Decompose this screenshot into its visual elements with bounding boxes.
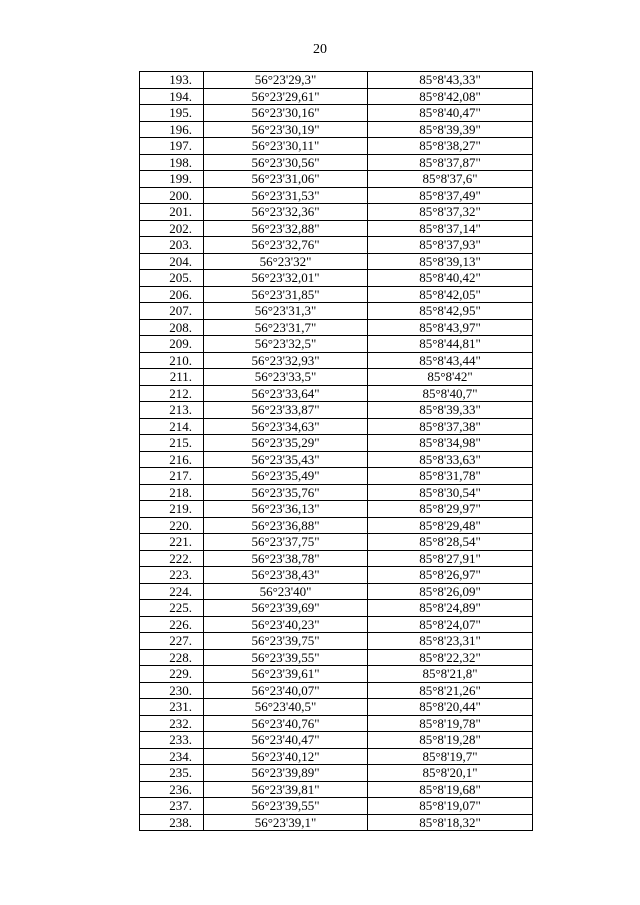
- point-number-cell: 222.: [140, 550, 204, 567]
- latitude-cell: 56°23'33,87": [204, 402, 368, 419]
- table-row: [140, 253, 533, 270]
- latitude-cell: 56°23'39,69": [204, 600, 368, 617]
- table-row: [140, 517, 533, 534]
- longitude-cell: 85°8'37,14": [368, 220, 533, 237]
- point-number-cell: 229.: [140, 666, 204, 683]
- point-number-cell: 194.: [140, 88, 204, 105]
- latitude-cell: 56°23'29,3": [204, 72, 368, 89]
- longitude-cell: 85°8'29,97": [368, 501, 533, 518]
- longitude-cell: 85°8'37,93": [368, 237, 533, 254]
- table-row: [140, 732, 533, 749]
- point-number-cell: 195.: [140, 105, 204, 122]
- table-row: [140, 435, 533, 452]
- longitude-cell: 85°8'20,44": [368, 699, 533, 716]
- latitude-cell: 56°23'38,78": [204, 550, 368, 567]
- table-row: [140, 121, 533, 138]
- longitude-cell: 85°8'37,49": [368, 187, 533, 204]
- table-row: [140, 468, 533, 485]
- table-row: [140, 270, 533, 287]
- longitude-cell: 85°8'28,54": [368, 534, 533, 551]
- point-number-cell: 205.: [140, 270, 204, 287]
- latitude-cell: 56°23'37,75": [204, 534, 368, 551]
- table-row: [140, 649, 533, 666]
- longitude-cell: 85°8'43,97": [368, 319, 533, 336]
- latitude-cell: 56°23'30,56": [204, 154, 368, 171]
- table-row: [140, 567, 533, 584]
- table-row: [140, 583, 533, 600]
- point-number-cell: 233.: [140, 732, 204, 749]
- point-number-cell: 209.: [140, 336, 204, 353]
- longitude-cell: 85°8'29,48": [368, 517, 533, 534]
- longitude-cell: 85°8'24,89": [368, 600, 533, 617]
- longitude-cell: 85°8'27,91": [368, 550, 533, 567]
- point-number-cell: 217.: [140, 468, 204, 485]
- longitude-cell: 85°8'26,97": [368, 567, 533, 584]
- longitude-cell: 85°8'22,32": [368, 649, 533, 666]
- table-row: [140, 666, 533, 683]
- table-row: [140, 682, 533, 699]
- table-row: [140, 699, 533, 716]
- latitude-cell: 56°23'40,07": [204, 682, 368, 699]
- longitude-cell: 85°8'30,54": [368, 484, 533, 501]
- point-number-cell: 200.: [140, 187, 204, 204]
- point-number-cell: 234.: [140, 748, 204, 765]
- latitude-cell: 56°23'32,76": [204, 237, 368, 254]
- longitude-cell: 85°8'20,1": [368, 765, 533, 782]
- longitude-cell: 85°8'37,38": [368, 418, 533, 435]
- table-row: [140, 451, 533, 468]
- longitude-cell: 85°8'37,87": [368, 154, 533, 171]
- point-number-cell: 211.: [140, 369, 204, 386]
- table-row: [140, 187, 533, 204]
- point-number-cell: 235.: [140, 765, 204, 782]
- longitude-cell: 85°8'19,07": [368, 798, 533, 815]
- longitude-cell: 85°8'39,39": [368, 121, 533, 138]
- table-row: [140, 237, 533, 254]
- latitude-cell: 56°23'40,12": [204, 748, 368, 765]
- longitude-cell: 85°8'19,28": [368, 732, 533, 749]
- table-row: [140, 369, 533, 386]
- latitude-cell: 56°23'29,61": [204, 88, 368, 105]
- latitude-cell: 56°23'31,3": [204, 303, 368, 320]
- point-number-cell: 219.: [140, 501, 204, 518]
- latitude-cell: 56°23'32": [204, 253, 368, 270]
- latitude-cell: 56°23'39,55": [204, 649, 368, 666]
- table-row: [140, 402, 533, 419]
- longitude-cell: 85°8'42,08": [368, 88, 533, 105]
- latitude-cell: 56°23'31,53": [204, 187, 368, 204]
- longitude-cell: 85°8'42,95": [368, 303, 533, 320]
- longitude-cell: 85°8'19,78": [368, 715, 533, 732]
- point-number-cell: 196.: [140, 121, 204, 138]
- point-number-cell: 224.: [140, 583, 204, 600]
- latitude-cell: 56°23'32,36": [204, 204, 368, 221]
- table-row: [140, 171, 533, 188]
- latitude-cell: 56°23'33,5": [204, 369, 368, 386]
- latitude-cell: 56°23'39,55": [204, 798, 368, 815]
- table-row: [140, 715, 533, 732]
- longitude-cell: 85°8'24,07": [368, 616, 533, 633]
- latitude-cell: 56°23'31,7": [204, 319, 368, 336]
- longitude-cell: 85°8'31,78": [368, 468, 533, 485]
- longitude-cell: 85°8'21,26": [368, 682, 533, 699]
- point-number-cell: 214.: [140, 418, 204, 435]
- point-number-cell: 220.: [140, 517, 204, 534]
- latitude-cell: 56°23'40,76": [204, 715, 368, 732]
- point-number-cell: 228.: [140, 649, 204, 666]
- latitude-cell: 56°23'35,29": [204, 435, 368, 452]
- longitude-cell: 85°8'39,33": [368, 402, 533, 419]
- point-number-cell: 226.: [140, 616, 204, 633]
- table-row: [140, 319, 533, 336]
- latitude-cell: 56°23'39,61": [204, 666, 368, 683]
- point-number-cell: 203.: [140, 237, 204, 254]
- table-row: [140, 154, 533, 171]
- table-row: [140, 336, 533, 353]
- longitude-cell: 85°8'40,47": [368, 105, 533, 122]
- latitude-cell: 56°23'36,13": [204, 501, 368, 518]
- point-number-cell: 201.: [140, 204, 204, 221]
- point-number-cell: 237.: [140, 798, 204, 815]
- point-number-cell: 197.: [140, 138, 204, 155]
- latitude-cell: 56°23'38,43": [204, 567, 368, 584]
- table-row: [140, 72, 533, 89]
- table-row: [140, 814, 533, 831]
- table-row: [140, 286, 533, 303]
- table-row: [140, 484, 533, 501]
- latitude-cell: 56°23'30,19": [204, 121, 368, 138]
- point-number-cell: 218.: [140, 484, 204, 501]
- point-number-cell: 206.: [140, 286, 204, 303]
- latitude-cell: 56°23'39,1": [204, 814, 368, 831]
- longitude-cell: 85°8'26,09": [368, 583, 533, 600]
- longitude-cell: 85°8'21,8": [368, 666, 533, 683]
- point-number-cell: 198.: [140, 154, 204, 171]
- point-number-cell: 213.: [140, 402, 204, 419]
- latitude-cell: 56°23'35,76": [204, 484, 368, 501]
- table-row: [140, 748, 533, 765]
- latitude-cell: 56°23'30,16": [204, 105, 368, 122]
- latitude-cell: 56°23'40,23": [204, 616, 368, 633]
- latitude-cell: 56°23'33,64": [204, 385, 368, 402]
- table-row: [140, 616, 533, 633]
- table-row: [140, 765, 533, 782]
- latitude-cell: 56°23'39,89": [204, 765, 368, 782]
- latitude-cell: 56°23'40,5": [204, 699, 368, 716]
- longitude-cell: 85°8'44,81": [368, 336, 533, 353]
- table-row: [140, 220, 533, 237]
- page-number: 20: [313, 42, 327, 57]
- point-number-cell: 212.: [140, 385, 204, 402]
- point-number-cell: 231.: [140, 699, 204, 716]
- point-number-cell: 204.: [140, 253, 204, 270]
- table-row: [140, 633, 533, 650]
- longitude-cell: 85°8'37,6": [368, 171, 533, 188]
- point-number-cell: 202.: [140, 220, 204, 237]
- point-number-cell: 199.: [140, 171, 204, 188]
- table-row: [140, 534, 533, 551]
- latitude-cell: 56°23'40,47": [204, 732, 368, 749]
- latitude-cell: 56°23'32,88": [204, 220, 368, 237]
- longitude-cell: 85°8'19,7": [368, 748, 533, 765]
- latitude-cell: 56°23'31,85": [204, 286, 368, 303]
- table-row: [140, 781, 533, 798]
- point-number-cell: 223.: [140, 567, 204, 584]
- longitude-cell: 85°8'38,27": [368, 138, 533, 155]
- table-row: [140, 352, 533, 369]
- latitude-cell: 56°23'40": [204, 583, 368, 600]
- latitude-cell: 56°23'39,75": [204, 633, 368, 650]
- longitude-cell: 85°8'19,68": [368, 781, 533, 798]
- table-row: [140, 105, 533, 122]
- longitude-cell: 85°8'40,7": [368, 385, 533, 402]
- coordinates-table: [139, 71, 533, 831]
- longitude-cell: 85°8'43,44": [368, 352, 533, 369]
- latitude-cell: 56°23'34,63": [204, 418, 368, 435]
- table-row: [140, 418, 533, 435]
- point-number-cell: 210.: [140, 352, 204, 369]
- point-number-cell: 221.: [140, 534, 204, 551]
- longitude-cell: 85°8'34,98": [368, 435, 533, 452]
- latitude-cell: 56°23'32,93": [204, 352, 368, 369]
- point-number-cell: 215.: [140, 435, 204, 452]
- longitude-cell: 85°8'42,05": [368, 286, 533, 303]
- table-row: [140, 501, 533, 518]
- longitude-cell: 85°8'33,63": [368, 451, 533, 468]
- table-row: [140, 204, 533, 221]
- latitude-cell: 56°23'31,06": [204, 171, 368, 188]
- table-row: [140, 138, 533, 155]
- longitude-cell: 85°8'42": [368, 369, 533, 386]
- longitude-cell: 85°8'40,42": [368, 270, 533, 287]
- point-number-cell: 225.: [140, 600, 204, 617]
- longitude-cell: 85°8'37,32": [368, 204, 533, 221]
- point-number-cell: 230.: [140, 682, 204, 699]
- point-number-cell: 238.: [140, 814, 204, 831]
- table-row: [140, 798, 533, 815]
- latitude-cell: 56°23'32,01": [204, 270, 368, 287]
- point-number-cell: 232.: [140, 715, 204, 732]
- latitude-cell: 56°23'39,81": [204, 781, 368, 798]
- longitude-cell: 85°8'43,33": [368, 72, 533, 89]
- table-row: [140, 550, 533, 567]
- table-row: [140, 385, 533, 402]
- point-number-cell: 208.: [140, 319, 204, 336]
- latitude-cell: 56°23'32,5": [204, 336, 368, 353]
- latitude-cell: 56°23'35,43": [204, 451, 368, 468]
- point-number-cell: 236.: [140, 781, 204, 798]
- point-number-cell: 193.: [140, 72, 204, 89]
- coordinates-table-body: [140, 72, 533, 831]
- latitude-cell: 56°23'35,49": [204, 468, 368, 485]
- table-row: [140, 303, 533, 320]
- longitude-cell: 85°8'18,32": [368, 814, 533, 831]
- table-row: [140, 600, 533, 617]
- longitude-cell: 85°8'39,13": [368, 253, 533, 270]
- point-number-cell: 227.: [140, 633, 204, 650]
- latitude-cell: 56°23'30,11": [204, 138, 368, 155]
- point-number-cell: 207.: [140, 303, 204, 320]
- table-row: [140, 88, 533, 105]
- latitude-cell: 56°23'36,88": [204, 517, 368, 534]
- point-number-cell: 216.: [140, 451, 204, 468]
- longitude-cell: 85°8'23,31": [368, 633, 533, 650]
